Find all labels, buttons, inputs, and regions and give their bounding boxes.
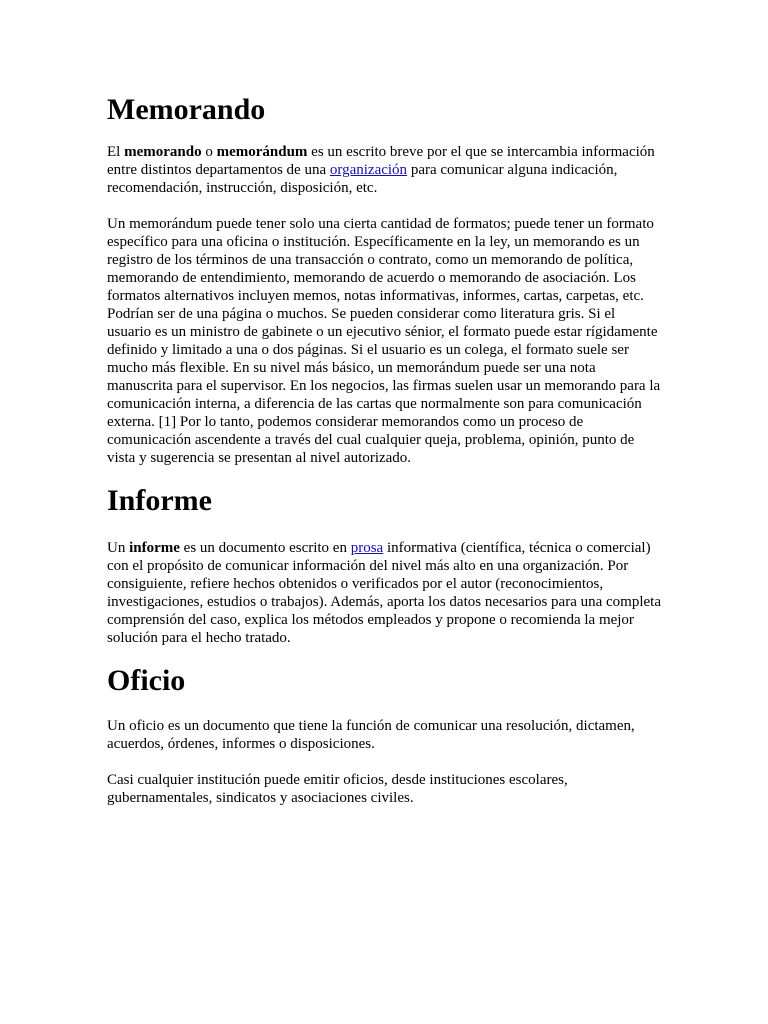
text-span: informativa (científica, técnica o comercial) con el propósito de comunicar información del nivel más alto en una organización. Por consiguiente, refiere hechos obtenidos o verificados por el autor (reconocimientos, investigaciones, estudios o trabajos). Además, aporta los datos necesarios para una completa comprensión del caso, explica los métodos empleados y propone o recomienda la mejor solución para el hecho tratado.: [107, 540, 662, 646]
paragraph-memorando-formats: Un memorándum puede tener solo una cierta cantidad de formatos; puede tener un formato específico para una oficina o institución. Específicamente en la ley, un memorando es un registro de los términos de una transacción o contrato, como un memorando de política, memorando de entendimiento, memorando de acuerdo o memorando de asociación. Los formatos alternativos incluyen memos, notas informativas, informes, cartas, carpetas, etc. Podrían ser de una página o muchos. Se pueden considerar como literatura gris. Si el usuario es un ministro de gabinete o un ejecutivo sénior, el formato puede estar rígidamente definido y limitado a una o dos páginas. Si el usuario es un colega, el formato suele ser mucho más flexible. En su nivel más básico, un memorándum puede ser una nota manuscrita para el supervisor. En los negocios, las firmas suelen usar un memorando para la comunicación interna, a diferencia de las cartas que normalmente son para comunicación externa. [1] Por lo tanto, podemos considerar memorandos como un proceso de comunicación ascendente a través del cual cualquier queja, problema, opinión, punto de vista y sugerencia se presentan al nivel autorizado.: [107, 216, 661, 466]
link-prosa[interactable]: prosa: [350, 540, 384, 556]
bold-term-memorando: memorando: [124, 144, 202, 160]
paragraph-oficio-issuers: Casi cualquier institución puede emitir oficios, desde instituciones escolares, gubernamentales, sindicatos y asociaciones civiles.: [107, 772, 568, 806]
section-oficio: [107, 663, 662, 807]
bold-term-informe: informe: [129, 540, 180, 556]
text-span: para comunicar alguna indicación, recomendación, instrucción, disposición, etc.: [107, 162, 618, 196]
paragraph-memorando-definition: [107, 143, 662, 197]
text-span: Un: [107, 540, 130, 556]
heading-informe: Informe: [107, 484, 212, 517]
bold-term-memorandum: memorándum: [216, 144, 308, 160]
paragraph-informe-definition: [107, 539, 662, 647]
text-span: es un documento escrito en: [179, 540, 351, 556]
text-span: es un escrito breve por el que se intercambia información entre distintos departamentos de una: [107, 144, 655, 178]
heading-memorando: Memorando: [107, 93, 266, 126]
paragraph-oficio-definition: Un oficio es un documento que tiene la función de comunicar una resolución, dictamen, acuerdos, órdenes, informes o disposiciones.: [107, 718, 635, 752]
link-organizacion[interactable]: organización: [329, 162, 408, 178]
heading-oficio: Oficio: [107, 664, 186, 697]
text-span: El: [107, 144, 125, 160]
section-memorando: [107, 0, 662, 467]
text-span: o: [201, 144, 217, 160]
section-informe: [107, 483, 662, 647]
